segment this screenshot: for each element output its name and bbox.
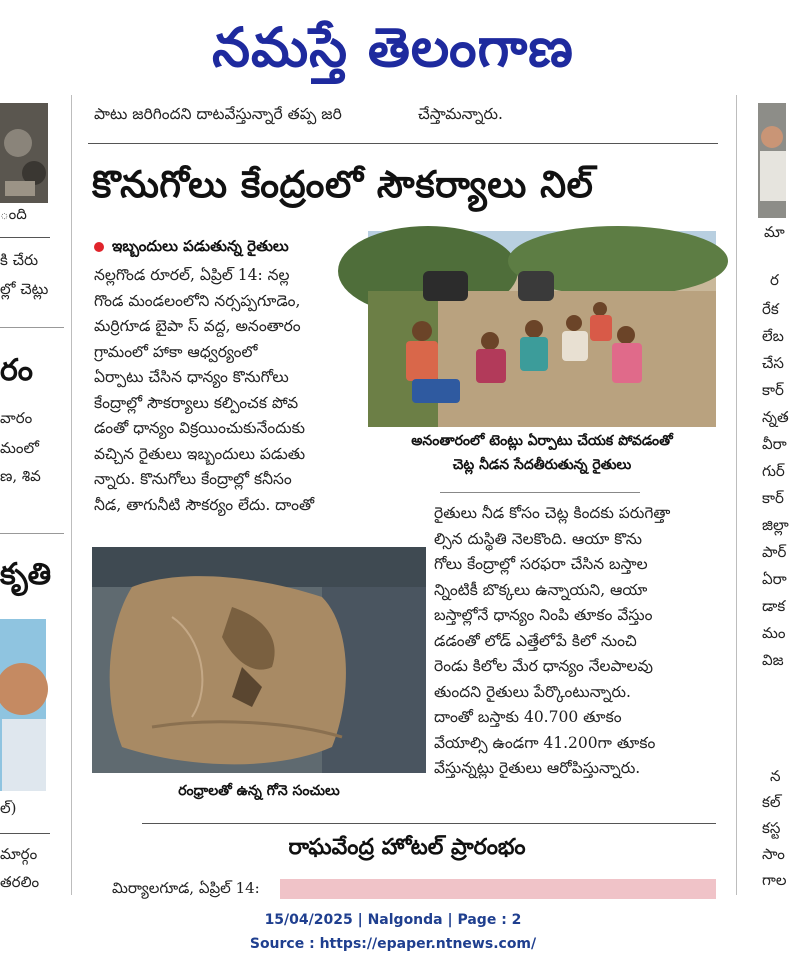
farmers-resting-photo (368, 231, 716, 427)
body-line: దాంతో బస్తాకు 40.700 తూకం (434, 708, 622, 726)
body-line: రైతులు నీడ కోసం చెట్ల కిందకు పరుగెత్తా (434, 504, 671, 522)
second-article-partial: మిర్యాలగూడ, ఏప్రిల్ 14: (112, 879, 260, 897)
right-edge-line: డాక (762, 597, 786, 615)
body-line: కేంద్రాల్లో సౌకర్యాలు కల్పించక పోవ (94, 393, 299, 412)
right-edge-line: కార్ (762, 489, 784, 507)
left-edge-heading: కృతి (0, 557, 52, 592)
body-line: ఏర్పాటు చేసిన ధాన్యం కొనుగోలు (94, 368, 289, 386)
body-line: నీడ, తాగునీటి సౌకర్యం లేదు. దాంతో (94, 495, 315, 514)
right-edge-line: విజ (762, 651, 784, 669)
right-edge-line: న్నత (762, 408, 789, 426)
right-edge-line: న (770, 767, 781, 785)
body-line: డడంతో లోడ్ ఎత్తేలోపే కిలో నుంచి (434, 631, 637, 650)
newspaper-page (0, 95, 789, 897)
article-subheading (94, 237, 289, 259)
body-line: బస్తాల్లోనే ధాన్యం నింపి తూకం వేస్తుం (434, 606, 653, 624)
body-line: గోలు కేంద్రాల్లో సరఫరా చేసిన బస్తాల (434, 555, 648, 573)
masthead-title: నమస్తే తెలంగాణ (212, 16, 574, 79)
right-edge-column (740, 95, 789, 895)
right-edge-line: రేక (762, 300, 779, 318)
top-snippet-left: పాటు జరిగిందని దాటవేస్తున్నారే తప్ప జరి (94, 105, 342, 123)
top-snippet-right: చేస్తామన్నారు. (418, 105, 503, 123)
right-edge-line: కార్ (762, 381, 784, 399)
article-body-col1 (94, 263, 362, 518)
body-line: మర్రిగూడ బైపా స్ వద్ద, అనంతారం (94, 317, 301, 335)
left-edge-line: వారం (0, 409, 33, 427)
right-edge-line: చేస (762, 354, 784, 372)
left-edge-line: ణ, శివ (0, 467, 41, 485)
second-article-photo (280, 879, 716, 899)
right-edge-line: పార్ (762, 543, 787, 561)
body-line: రెండు కిలోల మేర ధాన్యం నేలపాలవు (434, 657, 653, 675)
right-edge-line: సాం (762, 845, 785, 863)
body-line: వేస్తున్నట్లు రైతులు ఆరోపిస్తున్నారు. (434, 759, 641, 777)
left-edge-line: మంలో (0, 439, 39, 457)
page-footer (0, 908, 786, 956)
left-edge-line: కి చేరు (0, 251, 39, 269)
left-edge-line: ంది (0, 205, 27, 223)
left-edge-line: ల్) (0, 799, 17, 817)
right-edge-line: గాల (762, 871, 787, 889)
footer-edition-line: 15/04/2025 | Nalgonda | Page : 2 (264, 912, 522, 928)
left-edge-column (0, 95, 64, 895)
left-edge-line: మార్గం (0, 845, 38, 863)
right-edge-line: మం (762, 624, 786, 642)
article-body-col2 (434, 501, 718, 782)
photo2-caption: రంధ్రాలతో ఉన్న గోనె సంచులు (178, 783, 340, 799)
left-edge-photo (0, 103, 48, 203)
photo1-caption-line: అనంతారంలో టెంట్లు ఏర్పాటు చేయక పోవడంతో (411, 433, 673, 449)
body-line: తుందని రైతులు పేర్కొంటున్నారు. (434, 682, 631, 701)
right-edge-line: లేబ (762, 327, 784, 345)
right-edge-photo (758, 103, 786, 218)
body-line: డంతో ధాన్యం విక్రయించుకునేందుకు (94, 419, 306, 437)
body-line: ల్సిన దుస్థితి నెలకొంది. ఆయా కొను (434, 529, 643, 548)
right-edge-line: ఏరా (762, 570, 787, 588)
footer-source-link[interactable]: Source : https://epaper.ntnews.com/ (249, 936, 537, 952)
body-line: గొండ మండలంలోని నర్సప్పగూడెం, (94, 291, 301, 310)
right-edge-line: ర (770, 271, 779, 289)
left-edge-line: తరలిం (0, 873, 40, 891)
right-edge-line: వీరా (762, 435, 787, 453)
right-edge-line: జిల్లా (762, 516, 789, 534)
subheading-text: ఇబ్బందులు పడుతున్న రైతులు (112, 237, 289, 255)
photo1-caption-line: చెట్ల నీడన సేదతీరుతున్న రైతులు (452, 457, 632, 473)
article-headline: కొనుగోలు కేంద్రంలో సౌకర్యాలు నిల్ (92, 163, 594, 206)
body-line: వచ్చిన రైతులు ఇబ్బందులు పడుతు (94, 444, 306, 463)
body-line: నల్లగొండ రూరల్, ఏప్రిల్ 14: నల్ల (94, 266, 290, 284)
right-edge-caption: మా (764, 223, 785, 241)
left-edge-heading: రం (0, 353, 33, 388)
left-edge-line: ల్లో చెట్లు (0, 280, 49, 298)
body-line: న్నింటికీ బొక్కలు ఉన్నాయని, ఆయా (434, 580, 648, 599)
left-edge-portrait (0, 619, 46, 791)
gunny-bags-photo (92, 547, 426, 773)
bullet-icon (94, 242, 104, 252)
body-line: గ్రామంలో హాకా ఆధ్వర్యంలో (94, 342, 258, 361)
body-line: వేయాల్సి ఉండగా 41.200గా తూకం (434, 733, 656, 752)
second-article-headline: రాఘవేంద్ర హోటల్ ప్రారంభం (288, 835, 526, 860)
right-edge-line: కస్ట (762, 819, 781, 837)
right-edge-line: కల్ (762, 793, 781, 811)
right-edge-line: గుర్ (762, 462, 785, 480)
body-line: న్నారు. కొనుగోలు కేంద్రాల్లో కనీసం (94, 470, 292, 488)
